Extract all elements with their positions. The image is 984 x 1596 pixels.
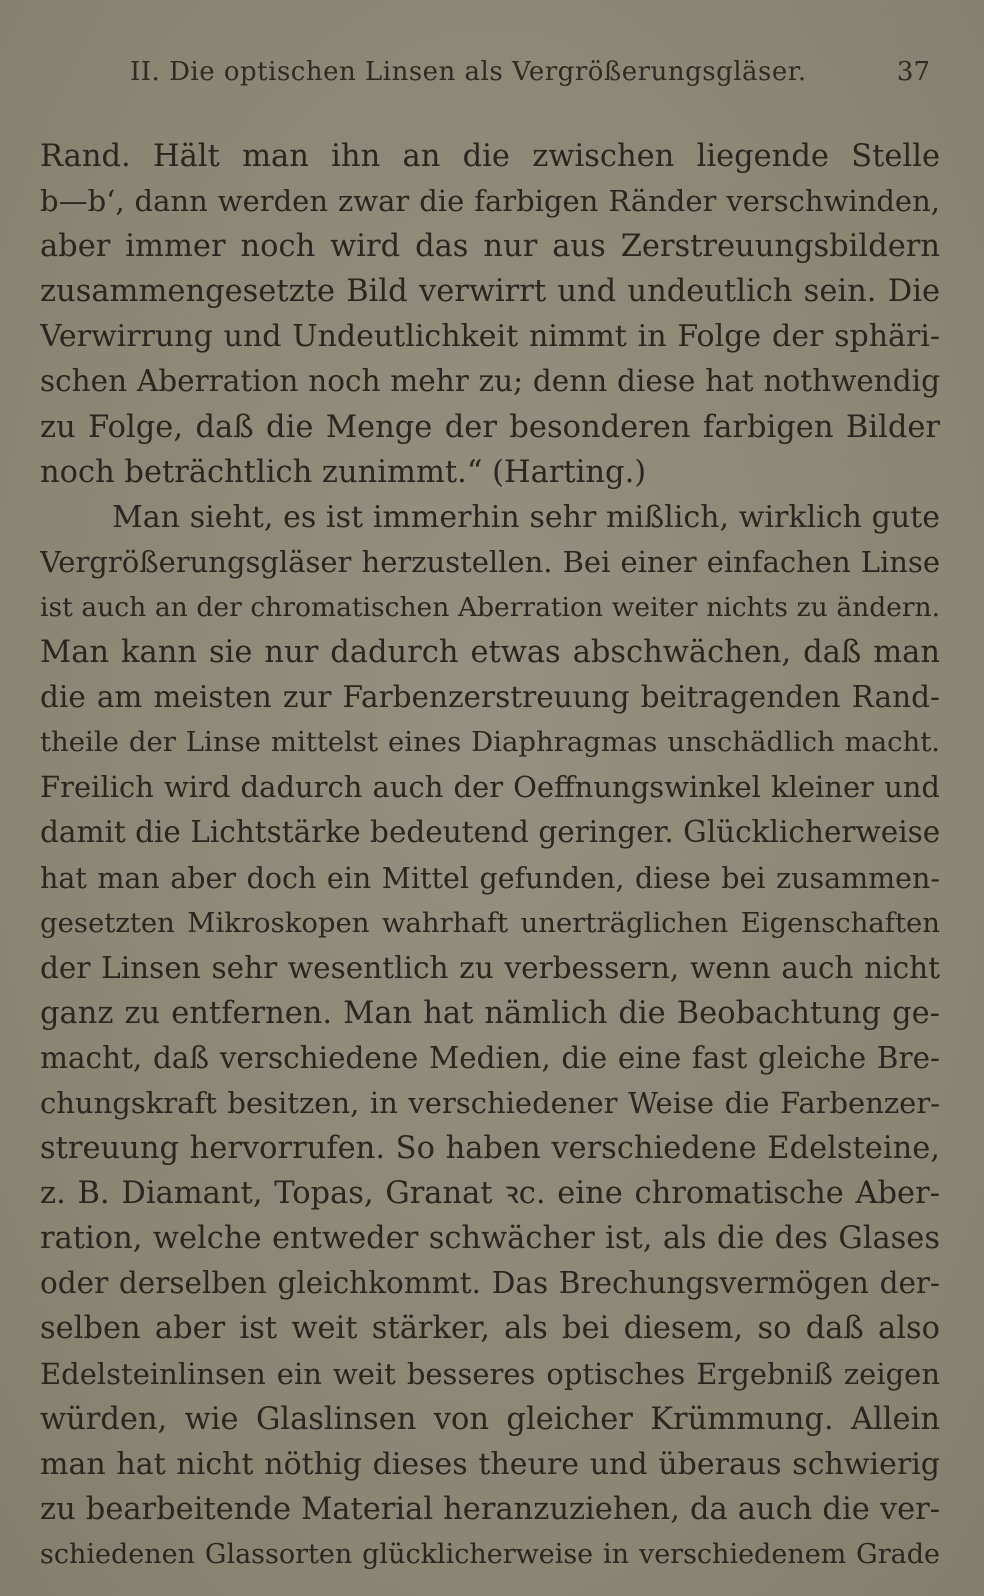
text-line: theile der Linse mittelst eines Diaphragmas unschädlich macht. bbox=[40, 726, 940, 759]
page-number: 37 bbox=[896, 57, 930, 87]
text-line: Edelsteinlinsen ein weit besseres optisches Ergebniß zeigen bbox=[40, 1356, 940, 1391]
text-line: Man sieht, es ist immerhin sehr mißlich, wirklich gute bbox=[112, 499, 940, 535]
text-line: Vergrößerungsgläser herzustellen. Bei einer einfachen Linse bbox=[40, 544, 940, 579]
text-line: würden, wie Glaslinsen von gleicher Krümmung. Allein bbox=[40, 1401, 940, 1437]
chapter-title: II. Die optischen Linsen als Vergrößerungsgläser. bbox=[130, 57, 807, 87]
text-line: Verwirrung und Undeutlichkeit nimmt in Folge der sphäri- bbox=[40, 319, 940, 355]
text-line: oder derselben gleichkommt. Das Brechungsvermögen der- bbox=[40, 1266, 940, 1301]
text-line: zu bearbeitende Material heranzuziehen, da auch die ver- bbox=[40, 1491, 940, 1527]
text-line: zusammengesetzte Bild verwirrt und undeutlich sein. Die bbox=[40, 274, 940, 310]
text-line: der Linsen sehr wesentlich zu verbessern, wenn auch nicht bbox=[40, 950, 940, 985]
text-line: selben aber ist weit stärker, als bei diesem, so daß also bbox=[40, 1311, 940, 1347]
text-line: hat man aber doch ein Mittel gefunden, diese bei zusammen- bbox=[40, 861, 940, 895]
text-line: ganz zu entfernen. Man hat nämlich die Beobachtung ge- bbox=[40, 995, 940, 1031]
text-line: chungskraft besitzen, in verschiedener Weise die Farbenzer- bbox=[40, 1085, 940, 1120]
text-line: macht, daß verschiedene Medien, die eine fast gleiche Bre- bbox=[40, 1040, 940, 1075]
running-header bbox=[130, 52, 930, 92]
text-line: schiedenen Glassorten glücklicherweise in verschiedenem Grade bbox=[40, 1538, 940, 1570]
text-line: die am meisten zur Farbenzerstreuung beitragenden Rand- bbox=[40, 680, 940, 715]
text-line: damit die Lichtstärke bedeutend geringer. Glücklicherweise bbox=[40, 815, 940, 850]
text-line: Man kann sie nur dadurch etwas abschwächen, daß man bbox=[40, 635, 940, 671]
text-line: b—b‘, dann werden zwar die farbigen Ränder verschwinden, bbox=[40, 184, 940, 219]
body-text bbox=[40, 134, 940, 1577]
text-line: streuung hervorrufen. So haben verschiedene Edelsteine, bbox=[40, 1131, 940, 1167]
text-line: ist auch an der chromatischen Aberration weiter nichts zu ändern. bbox=[40, 591, 940, 623]
text-line: aber immer noch wird das nur aus Zerstreuungsbildern bbox=[40, 229, 940, 265]
text-line: noch beträchtlich zunimmt.“ (Harting.) bbox=[40, 454, 647, 490]
text-line: zu Folge, daß die Menge der besonderen farbigen Bilder bbox=[40, 409, 940, 445]
text-line: Freilich wird dadurch auch der Oeffnungswinkel kleiner und bbox=[40, 770, 940, 805]
text-line: Rand. Hält man ihn an die zwischen liegende Stelle bbox=[40, 139, 940, 174]
text-line: schen Aberration noch mehr zu; denn diese hat nothwendig bbox=[40, 364, 940, 399]
text-line: gesetzten Mikroskopen wahrhaft unerträglichen Eigenschaften bbox=[40, 906, 940, 939]
text-line: ration, welche entweder schwächer ist, als die des Glases bbox=[40, 1221, 940, 1257]
text-line: man hat nicht nöthig dieses theure und überaus schwierig bbox=[40, 1446, 940, 1482]
text-line: z. B. Diamant, Topas, Granat ꝛc. eine chromatische Aber- bbox=[40, 1176, 940, 1212]
